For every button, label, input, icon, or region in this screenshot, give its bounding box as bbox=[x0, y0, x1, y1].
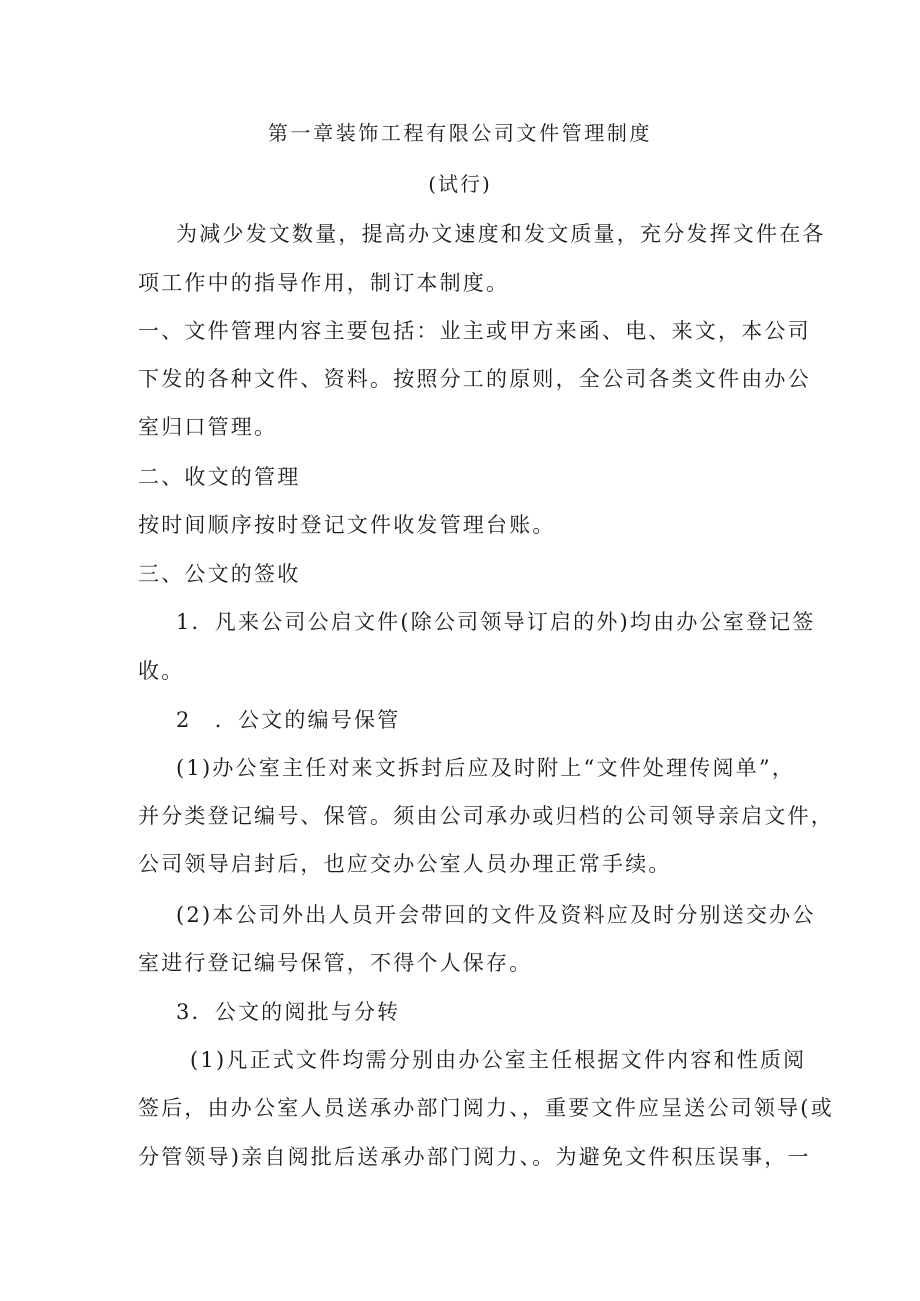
paragraph-line: 并分类登记编号、保管。须由公司承办或归档的公司领导亲启文件， bbox=[138, 804, 834, 828]
paragraph-line: 为减少发文数量，提高办文速度和发文质量，充分发挥文件在各 bbox=[176, 222, 826, 246]
paragraph-line: 下发的各种文件、资料。按照分工的原则，全公司各类文件由办公 bbox=[138, 367, 811, 391]
paragraph-line: 分管领导)亲自阅批后送承办部门阅力、。为避免文件积压误事，一 bbox=[138, 1145, 811, 1169]
list-item: (2)本公司外出人员开会带回的文件及资料应及时分别送交办公 bbox=[176, 903, 816, 927]
list-item: 3．公文的阅批与分转 bbox=[176, 1000, 401, 1024]
list-item: 2 ．公文的编号保管 bbox=[176, 708, 401, 732]
paragraph-line: 项工作中的指导作用，制订本制度。 bbox=[138, 271, 510, 295]
paragraph-line: 按时间顺序按时登记文件收发管理台账。 bbox=[138, 513, 556, 537]
section-heading: 二、收文的管理 bbox=[138, 465, 301, 489]
list-item: (1)凡正式文件均需分别由办公室主任根据文件内容和性质阅 bbox=[190, 1048, 807, 1072]
paragraph-line: 室进行登记编号保管，不得个人保存。 bbox=[138, 951, 533, 975]
list-item: (1)办公室主任对来文拆封后应及时附上“文件处理传阅单”， bbox=[176, 756, 796, 780]
paragraph-line: 公司领导启封后，也应交办公室人员办理正常手续。 bbox=[138, 852, 672, 876]
document-subtitle: (试行) bbox=[428, 172, 492, 196]
paragraph-line: 室归口管理。 bbox=[138, 415, 278, 439]
paragraph-line: 收。 bbox=[138, 659, 185, 683]
section-heading: 三、公文的签收 bbox=[138, 562, 301, 586]
document-title: 第一章装饰工程有限公司文件管理制度 bbox=[267, 121, 653, 145]
paragraph-line: 签后，由办公室人员送承办部门阅力、，重要文件应呈送公司领导(或 bbox=[138, 1096, 834, 1120]
list-item: 1．凡来公司公启文件(除公司领导订启的外)均由办公室登记签 bbox=[176, 610, 816, 634]
section-heading: 一、文件管理内容主要包括：业主或甲方来函、电、来文，本公司 bbox=[138, 319, 811, 343]
